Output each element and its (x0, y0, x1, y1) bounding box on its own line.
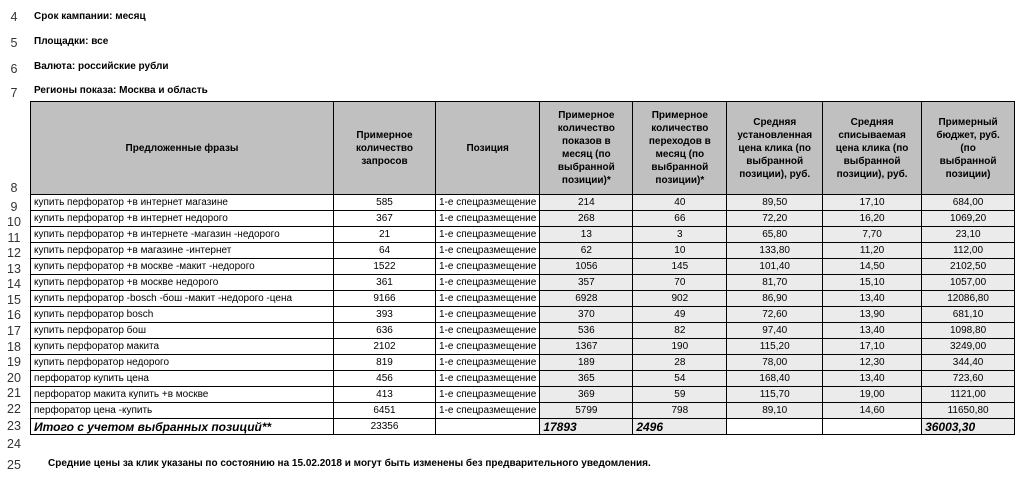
table-row (31, 211, 1015, 227)
charged-cpc-cell: 13,40 (823, 323, 922, 339)
column-header: Примерное количество показов в месяц (по выбранной позиции)* (540, 102, 633, 195)
set-cpc-cell: 65,80 (727, 227, 823, 243)
row-number: 5 (10, 36, 18, 50)
impressions-cell: 1056 (540, 259, 633, 275)
phrase-cell: перфоратор цена -купить (31, 403, 334, 419)
row-number: 10 (7, 215, 21, 229)
budget-cell: 1057,00 (922, 275, 1015, 291)
row-number: 20 (7, 371, 21, 385)
table-row (31, 323, 1015, 339)
total-queries: 23356 (334, 419, 436, 435)
budget-cell: 684,00 (922, 195, 1015, 211)
total-budget: 36003,30 (922, 419, 1015, 435)
table-row (31, 243, 1015, 259)
impressions-cell: 365 (540, 371, 633, 387)
queries-cell: 2102 (334, 339, 436, 355)
clicks-cell: 82 (633, 323, 727, 339)
queries-cell: 9166 (334, 291, 436, 307)
impressions-cell: 6928 (540, 291, 633, 307)
position-cell: 1-е спецразмещение (436, 371, 540, 387)
clicks-cell: 54 (633, 371, 727, 387)
charged-cpc-cell: 12,30 (823, 355, 922, 371)
position-cell: 1-е спецразмещение (436, 275, 540, 291)
charged-cpc-cell: 16,20 (823, 211, 922, 227)
budget-cell: 1121,00 (922, 387, 1015, 403)
phrase-cell: перфоратор макита купить +в москве (31, 387, 334, 403)
queries-cell: 367 (334, 211, 436, 227)
impressions-cell: 13 (540, 227, 633, 243)
phrase-cell: купить перфоратор бош (31, 323, 334, 339)
column-header: Примерное количество переходов в месяц (по выбранной позиции)* (633, 102, 727, 195)
budget-cell: 11650,80 (922, 403, 1015, 419)
row-number: 6 (10, 62, 18, 76)
queries-cell: 361 (334, 275, 436, 291)
budget-cell: 112,00 (922, 243, 1015, 259)
row-number: 24 (7, 437, 21, 451)
row-number: 25 (7, 458, 21, 472)
row-number: 23 (7, 419, 21, 433)
impressions-cell: 189 (540, 355, 633, 371)
phrase-cell: купить перфоратор макита (31, 339, 334, 355)
set-cpc-cell: 97,40 (727, 323, 823, 339)
row-number: 17 (7, 324, 21, 338)
table-row (31, 291, 1015, 307)
queries-cell: 413 (334, 387, 436, 403)
position-cell: 1-е спецразмещение (436, 227, 540, 243)
queries-cell: 6451 (334, 403, 436, 419)
budget-cell: 344,40 (922, 355, 1015, 371)
set-cpc-cell: 133,80 (727, 243, 823, 259)
table-cell (436, 419, 540, 435)
impressions-cell: 369 (540, 387, 633, 403)
row-number: 18 (7, 340, 21, 354)
charged-cpc-cell: 13,40 (823, 291, 922, 307)
phrase-cell: купить перфоратор -bosch -бош -макит -недорого -цена (31, 291, 334, 307)
budget-cell: 3249,00 (922, 339, 1015, 355)
set-cpc-cell: 101,40 (727, 259, 823, 275)
set-cpc-cell: 168,40 (727, 371, 823, 387)
table-row (31, 307, 1015, 323)
row-number: 15 (7, 293, 21, 307)
column-header: Средняя установленная цена клика (по выбранной позиции), руб. (727, 102, 823, 195)
table-header-row (31, 102, 1015, 195)
set-cpc-cell: 72,60 (727, 307, 823, 323)
set-cpc-cell: 115,20 (727, 339, 823, 355)
queries-cell: 64 (334, 243, 436, 259)
phrase-cell: купить перфоратор +в магазине -интернет (31, 243, 334, 259)
set-cpc-cell: 86,90 (727, 291, 823, 307)
clicks-cell: 28 (633, 355, 727, 371)
position-cell: 1-е спецразмещение (436, 307, 540, 323)
queries-cell: 585 (334, 195, 436, 211)
clicks-cell: 3 (633, 227, 727, 243)
charged-cpc-cell: 14,50 (823, 259, 922, 275)
position-cell: 1-е спецразмещение (436, 355, 540, 371)
column-header: Позиция (436, 102, 540, 195)
table-cell (823, 419, 922, 435)
charged-cpc-cell: 15,10 (823, 275, 922, 291)
table-row (31, 403, 1015, 419)
table-cell (727, 419, 823, 435)
campaign-regions: Регионы показа: Москва и область (34, 85, 208, 96)
impressions-cell: 536 (540, 323, 633, 339)
column-header: Средняя списываемая цена клика (по выбранной позиции), руб. (823, 102, 922, 195)
position-cell: 1-е спецразмещение (436, 323, 540, 339)
position-cell: 1-е спецразмещение (436, 211, 540, 227)
position-cell: 1-е спецразмещение (436, 291, 540, 307)
table-row (31, 371, 1015, 387)
row-number: 4 (10, 10, 18, 24)
clicks-cell: 798 (633, 403, 727, 419)
column-header: Предложенные фразы (31, 102, 334, 195)
queries-cell: 21 (334, 227, 436, 243)
impressions-cell: 214 (540, 195, 633, 211)
position-cell: 1-е спецразмещение (436, 403, 540, 419)
table-row (31, 227, 1015, 243)
impressions-cell: 62 (540, 243, 633, 259)
column-header: Примерный бюджет, руб. (по выбранной позиции) (922, 102, 1015, 195)
position-cell: 1-е спецразмещение (436, 195, 540, 211)
clicks-cell: 40 (633, 195, 727, 211)
row-number: 11 (7, 231, 21, 245)
position-cell: 1-е спецразмещение (436, 387, 540, 403)
phrase-cell: купить перфоратор +в москве -макит -недорого (31, 259, 334, 275)
charged-cpc-cell: 17,10 (823, 195, 922, 211)
clicks-cell: 145 (633, 259, 727, 275)
set-cpc-cell: 89,10 (727, 403, 823, 419)
table-row (31, 355, 1015, 371)
budget-cell: 2102,50 (922, 259, 1015, 275)
table-row (31, 339, 1015, 355)
queries-cell: 636 (334, 323, 436, 339)
total-label: Итого с учетом выбранных позиций** (31, 419, 334, 435)
charged-cpc-cell: 17,10 (823, 339, 922, 355)
row-number: 12 (7, 246, 21, 260)
position-cell: 1-е спецразмещение (436, 339, 540, 355)
set-cpc-cell: 72,20 (727, 211, 823, 227)
budget-cell: 723,60 (922, 371, 1015, 387)
price-note: Средние цены за клик указаны по состоянию на 15.02.2018 и могут быть изменены без предварительного уведомления. (48, 458, 651, 469)
charged-cpc-cell: 13,40 (823, 371, 922, 387)
impressions-cell: 268 (540, 211, 633, 227)
row-number: 22 (7, 402, 21, 416)
charged-cpc-cell: 7,70 (823, 227, 922, 243)
budget-cell: 1098,80 (922, 323, 1015, 339)
set-cpc-cell: 78,00 (727, 355, 823, 371)
budget-table (30, 101, 1015, 435)
row-number: 16 (7, 308, 21, 322)
queries-cell: 819 (334, 355, 436, 371)
queries-cell: 456 (334, 371, 436, 387)
budget-cell: 1069,20 (922, 211, 1015, 227)
clicks-cell: 70 (633, 275, 727, 291)
phrase-cell: перфоратор купить цена (31, 371, 334, 387)
phrase-cell: купить перфоратор bosch (31, 307, 334, 323)
clicks-cell: 49 (633, 307, 727, 323)
campaign-term: Срок кампании: месяц (34, 11, 146, 22)
budget-cell: 12086,80 (922, 291, 1015, 307)
queries-cell: 1522 (334, 259, 436, 275)
row-number: 13 (7, 262, 21, 276)
impressions-cell: 1367 (540, 339, 633, 355)
row-number: 21 (7, 386, 21, 400)
charged-cpc-cell: 11,20 (823, 243, 922, 259)
phrase-cell: купить перфоратор +в интернет магазине (31, 195, 334, 211)
impressions-cell: 357 (540, 275, 633, 291)
total-row (31, 419, 1015, 435)
row-number: 19 (7, 355, 21, 369)
total-impressions: 17893 (540, 419, 633, 435)
clicks-cell: 66 (633, 211, 727, 227)
budget-cell: 23,10 (922, 227, 1015, 243)
clicks-cell: 59 (633, 387, 727, 403)
campaign-currency: Валюта: российские рубли (34, 61, 169, 72)
position-cell: 1-е спецразмещение (436, 243, 540, 259)
clicks-cell: 10 (633, 243, 727, 259)
charged-cpc-cell: 19,00 (823, 387, 922, 403)
set-cpc-cell: 81,70 (727, 275, 823, 291)
clicks-cell: 190 (633, 339, 727, 355)
phrase-cell: купить перфоратор +в интернет недорого (31, 211, 334, 227)
charged-cpc-cell: 14,60 (823, 403, 922, 419)
phrase-cell: купить перфоратор недорого (31, 355, 334, 371)
impressions-cell: 5799 (540, 403, 633, 419)
table-row (31, 259, 1015, 275)
row-number: 8 (10, 181, 18, 195)
position-cell: 1-е спецразмещение (436, 259, 540, 275)
row-number: 9 (10, 200, 18, 214)
clicks-cell: 902 (633, 291, 727, 307)
table-row (31, 275, 1015, 291)
row-number: 14 (7, 277, 21, 291)
budget-cell: 681,10 (922, 307, 1015, 323)
charged-cpc-cell: 13,90 (823, 307, 922, 323)
total-clicks: 2496 (633, 419, 727, 435)
impressions-cell: 370 (540, 307, 633, 323)
set-cpc-cell: 115,70 (727, 387, 823, 403)
set-cpc-cell: 89,50 (727, 195, 823, 211)
phrase-cell: купить перфоратор +в москве недорого (31, 275, 334, 291)
campaign-sites: Площадки: все (34, 36, 109, 47)
column-header: Примерное количество запросов (334, 102, 436, 195)
phrase-cell: купить перфоратор +в интернете -магазин -недорого (31, 227, 334, 243)
row-number: 7 (10, 86, 18, 100)
table-row (31, 195, 1015, 211)
queries-cell: 393 (334, 307, 436, 323)
table-row (31, 387, 1015, 403)
